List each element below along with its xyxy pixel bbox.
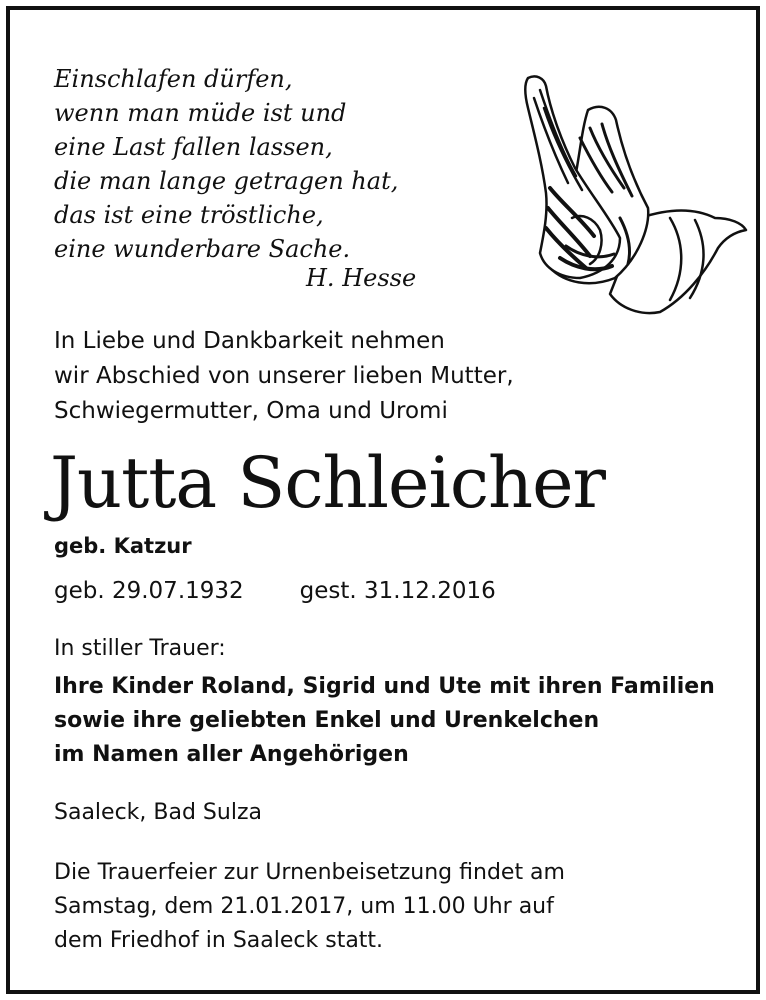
intro-line: Schwiegermutter, Oma und Uromi [54, 398, 448, 424]
poem-line: eine wunderbare Sache. [54, 235, 351, 263]
ceremony-line: Die Trauerfeier zur Urnenbeisetzung findet am [54, 860, 565, 885]
ceremony-line: dem Friedhof in Saaleck statt. [54, 928, 384, 953]
mourners-list [54, 670, 715, 772]
maiden-name: geb. Katzur [54, 534, 192, 558]
poem-line: das ist eine tröstliche, [54, 201, 324, 229]
life-dates [54, 578, 496, 604]
mourners-line: im Namen aller Angehörigen [54, 742, 409, 767]
intro-line: In Liebe und Dankbarkeit nehmen [54, 328, 445, 354]
poem [54, 62, 398, 266]
ceremony-line: Samstag, dem 21.01.2017, um 11.00 Uhr auf [54, 894, 554, 919]
praying-hands-icon [520, 68, 750, 318]
deceased-name: Jutta Schleicher [50, 442, 606, 524]
poem-line: Einschlafen dürfen, [54, 65, 293, 93]
intro-text [54, 324, 514, 429]
death-date: gest. 31.12.2016 [299, 578, 496, 604]
poem-line: die man lange getragen hat, [54, 167, 399, 195]
poem-line: eine Last fallen lassen, [54, 133, 333, 161]
mourners-line: sowie ihre geliebten Enkel und Urenkelchen [54, 708, 600, 733]
ceremony-info [54, 856, 565, 958]
poem-author: H. Hesse [306, 264, 417, 292]
intro-line: wir Abschied von unserer lieben Mutter, [54, 363, 514, 389]
birth-date: geb. 29.07.1932 [54, 578, 244, 604]
poem-line: wenn man müde ist und [54, 99, 347, 127]
place: Saaleck, Bad Sulza [54, 800, 262, 825]
mourners-line: Ihre Kinder Roland, Sigrid und Ute mit ihren Familien [54, 674, 715, 699]
obituary-frame [6, 6, 760, 994]
mourning-label: In stiller Trauer: [54, 636, 226, 661]
